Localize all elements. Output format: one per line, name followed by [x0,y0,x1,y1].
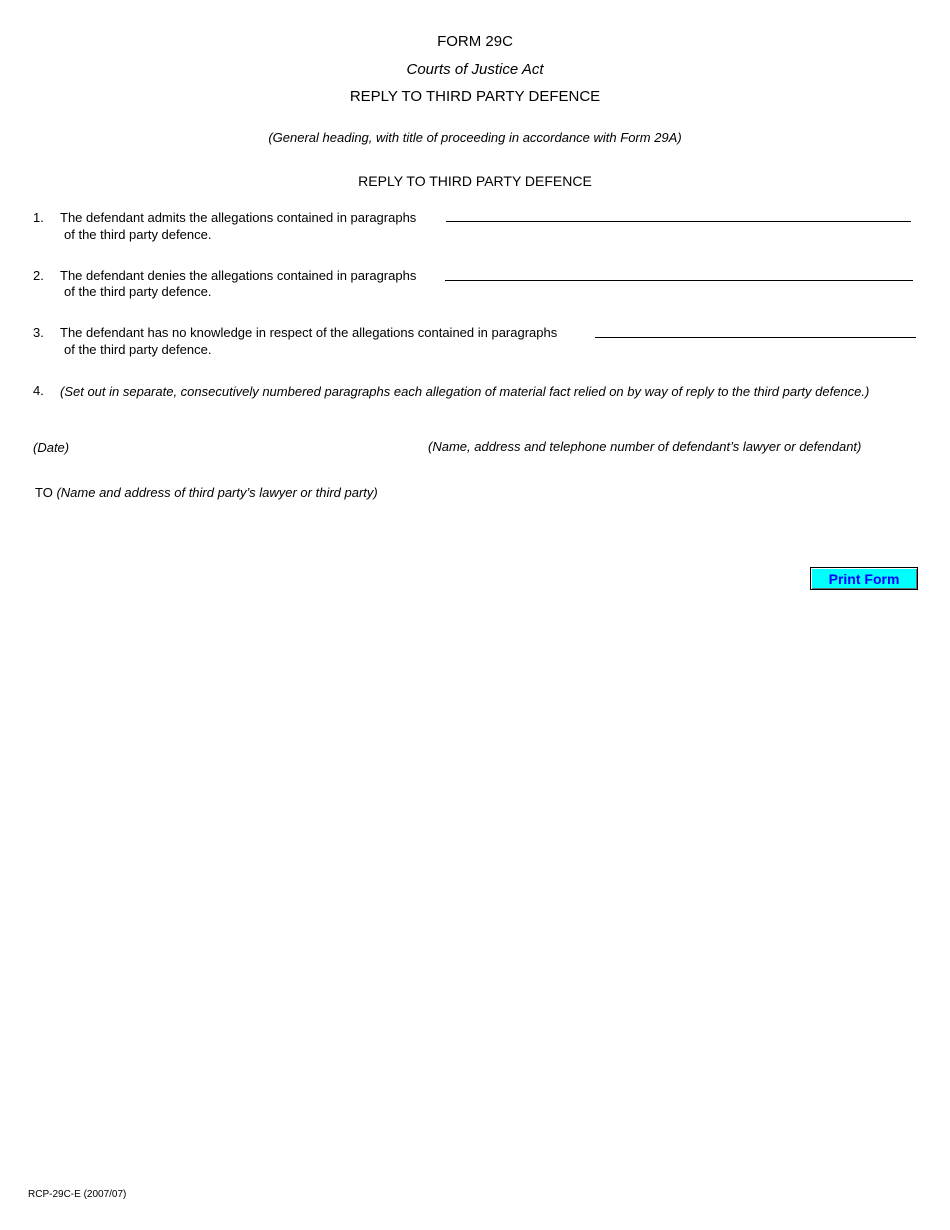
paragraph-continuation: of the third party defence. [64,227,212,242]
paragraph-continuation: of the third party defence. [64,284,212,299]
paragraph-continuation: of the third party defence. [64,342,212,357]
paragraph-text: The defendant denies the allegations contained in paragraphs [60,268,417,283]
print-form-button[interactable]: Print Form [810,567,918,590]
paragraph-text: The defendant admits the allegations contained in paragraphs [60,210,417,225]
admitted-paragraphs-field[interactable] [446,221,911,222]
third-party-lawyer-label: (Name and address of third party’s lawyer or third party) [56,485,378,500]
no-knowledge-paragraphs-field[interactable] [595,337,916,338]
to-block [35,485,378,500]
form-title: REPLY TO THIRD PARTY DEFENCE [349,88,601,105]
denied-paragraphs-field[interactable] [445,280,913,281]
paragraph-number: 2. [33,268,44,283]
paragraph-number: 3. [33,325,44,340]
form-code: RCP-29C-E (2007/07) [28,1189,127,1200]
document-title: REPLY TO THIRD PARTY DEFENCE [358,173,592,189]
paragraph-number: 4. [33,383,44,398]
paragraph-instructions: (Set out in separate, consecutively numbered paragraphs each allegation of material fact relied on by way of reply to the third party defence.) [60,384,870,399]
act-name: Courts of Justice Act [406,61,544,78]
paragraph-number: 1. [33,210,44,225]
date-label: (Date) [33,440,70,455]
form-number: FORM 29C [437,33,513,50]
paragraph-text: The defendant has no knowledge in respect of the allegations contained in paragraphs [60,325,558,340]
to-label: TO [35,485,53,500]
defendant-lawyer-label: (Name, address and telephone number of defendant’s lawyer or defendant) [428,439,862,454]
general-heading-note: (General heading, with title of proceeding in accordance with Form 29A) [268,130,682,145]
